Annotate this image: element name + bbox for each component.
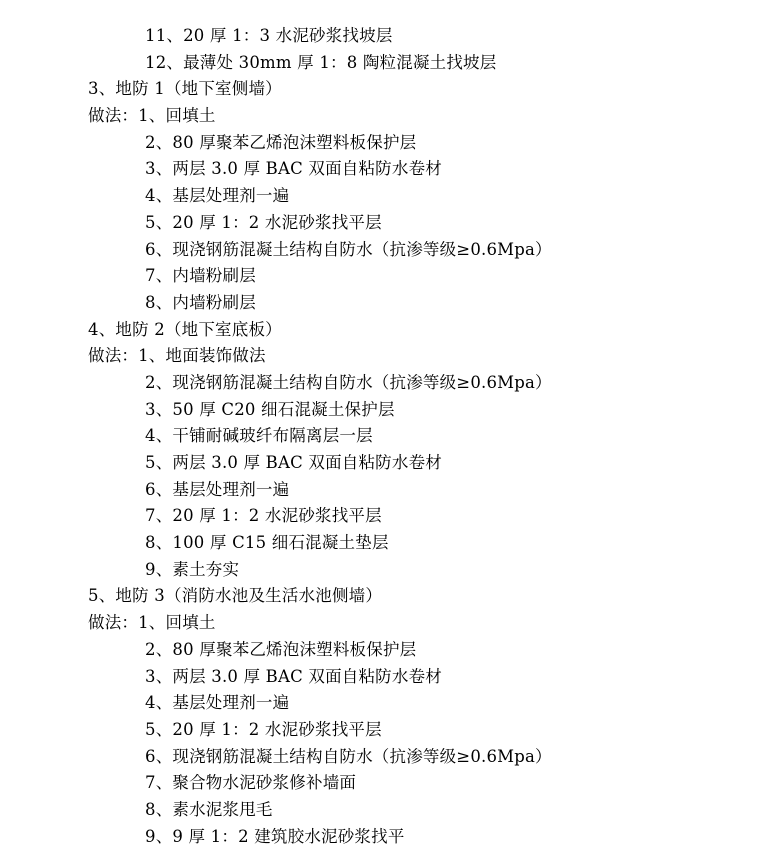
list-item: 9、素土夯实 [145,559,240,579]
list-item: 7、聚合物水泥砂浆修补墙面 [145,773,357,793]
list-item: 4、基层处理剂一遍 [145,693,290,713]
list-item: 3、两层 3.0 厚 BAC 双面自粘防水卷材 [145,666,442,686]
list-item: 6、现浇钢筋混凝土结构自防水（抗渗等级≥0.6Mpa） [145,746,552,766]
list-item: 5、20 厚 1：2 水泥砂浆找平层 [145,719,382,739]
list-item: 8、素水泥浆甩毛 [145,799,273,819]
list-item: 6、现浇钢筋混凝土结构自防水（抗渗等级≥0.6Mpa） [145,239,552,259]
list-item: 4、干铺耐碱玻纤布隔离层一层 [145,426,373,446]
list-item: 2、现浇钢筋混凝土结构自防水（抗渗等级≥0.6Mpa） [145,372,552,392]
list-item: 12、最薄处 30mm 厚 1：8 陶粒混凝土找坡层 [145,52,497,72]
list-item: 2、80 厚聚苯乙烯泡沫塑料板保护层 [145,132,417,152]
document-body [0,23,780,850]
section-heading: 4、地防 2（地下室底板） [88,319,282,339]
list-item: 7、20 厚 1：2 水泥砂浆找平层 [145,506,382,526]
method-line: 做法：1、地面装饰做法 [88,346,266,366]
list-item: 5、两层 3.0 厚 BAC 双面自粘防水卷材 [145,453,442,472]
section-heading: 3、地防 1（地下室侧墙） [88,79,282,99]
list-item: 2、80 厚聚苯乙烯泡沫塑料板保护层 [145,639,417,659]
list-item: 8、内墙粉刷层 [145,292,256,312]
list-item: 6、基层处理剂一遍 [145,479,290,499]
section-heading: 5、地防 3（消防水池及生活水池侧墙） [88,586,383,606]
list-item: 5、20 厚 1：2 水泥砂浆找平层 [145,212,382,232]
list-item: 11、20 厚 1：3 水泥砂浆找坡层 [145,26,393,45]
method-line: 做法：1、回填土 [88,613,216,633]
list-item: 7、内墙粉刷层 [145,266,256,286]
method-line: 做法：1、回填土 [88,106,216,126]
list-item: 4、基层处理剂一遍 [145,186,290,206]
list-item: 9、9 厚 1：2 建筑胶水泥砂浆找平 [145,826,405,846]
list-item: 3、50 厚 C20 细石混凝土保护层 [145,399,395,419]
list-item: 8、100 厚 C15 细石混凝土垫层 [145,533,389,553]
list-item: 3、两层 3.0 厚 BAC 双面自粘防水卷材 [145,159,442,179]
